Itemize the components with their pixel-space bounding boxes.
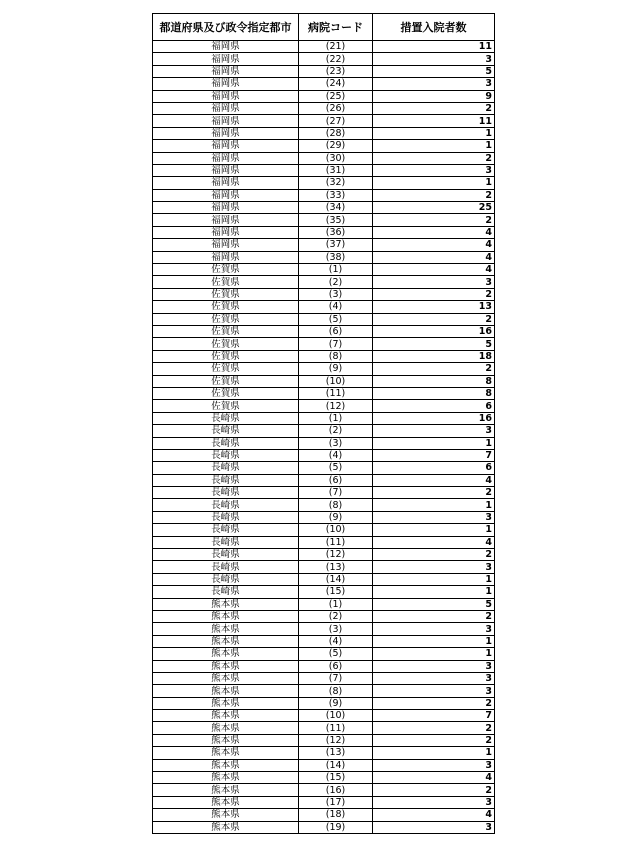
prefecture-cell: 熊本県 (153, 697, 299, 709)
hospital-code-cell: (13) (299, 747, 373, 759)
hospital-code-cell: (34) (299, 202, 373, 214)
prefecture-cell: 熊本県 (153, 734, 299, 746)
patient-count-cell: 2 (373, 214, 495, 226)
prefecture-cell: 佐賀県 (153, 288, 299, 300)
header-prefecture: 都道府県及び政令指定都市 (153, 14, 299, 41)
table-row (153, 164, 495, 176)
patient-count-cell: 6 (373, 462, 495, 474)
hospital-code-cell: (11) (299, 722, 373, 734)
hospital-code-cell: (6) (299, 325, 373, 337)
patient-count-cell: 5 (373, 65, 495, 77)
hospital-code-cell: (29) (299, 140, 373, 152)
prefecture-cell: 熊本県 (153, 623, 299, 635)
prefecture-cell: 福岡県 (153, 115, 299, 127)
table-row (153, 747, 495, 759)
prefecture-cell: 熊本県 (153, 796, 299, 808)
hospital-code-cell: (7) (299, 338, 373, 350)
hospital-code-cell: (28) (299, 127, 373, 139)
patient-count-cell: 3 (373, 759, 495, 771)
table-row (153, 425, 495, 437)
hospital-code-cell: (15) (299, 772, 373, 784)
prefecture-cell: 熊本県 (153, 648, 299, 660)
hospital-code-cell: (12) (299, 400, 373, 412)
hospital-code-cell: (1) (299, 264, 373, 276)
table-row (153, 65, 495, 77)
prefecture-cell: 長崎県 (153, 412, 299, 424)
table-header (153, 14, 495, 41)
prefecture-cell: 長崎県 (153, 549, 299, 561)
table-row (153, 524, 495, 536)
prefecture-cell: 長崎県 (153, 586, 299, 598)
hospital-code-cell: (3) (299, 437, 373, 449)
hospital-code-cell: (21) (299, 41, 373, 53)
table-row (153, 449, 495, 461)
patient-count-cell: 6 (373, 400, 495, 412)
table-row (153, 375, 495, 387)
patient-count-cell: 2 (373, 189, 495, 201)
table-row (153, 412, 495, 424)
hospital-code-cell: (1) (299, 412, 373, 424)
patient-count-cell: 2 (373, 313, 495, 325)
patient-count-cell: 4 (373, 772, 495, 784)
hospital-code-cell: (30) (299, 152, 373, 164)
hospital-code-cell: (8) (299, 350, 373, 362)
prefecture-cell: 熊本県 (153, 759, 299, 771)
patient-count-cell: 2 (373, 102, 495, 114)
header-row (153, 14, 495, 41)
prefecture-cell: 熊本県 (153, 710, 299, 722)
hospital-code-cell: (10) (299, 710, 373, 722)
table-row (153, 102, 495, 114)
prefecture-cell: 佐賀県 (153, 350, 299, 362)
table-row (153, 350, 495, 362)
patient-count-cell: 8 (373, 375, 495, 387)
hospital-code-cell: (14) (299, 759, 373, 771)
patient-count-cell: 2 (373, 697, 495, 709)
table-row (153, 796, 495, 808)
prefecture-cell: 長崎県 (153, 499, 299, 511)
prefecture-cell: 佐賀県 (153, 400, 299, 412)
patient-count-cell: 4 (373, 251, 495, 263)
hospital-code-cell: (18) (299, 809, 373, 821)
table-body (153, 41, 495, 834)
table-row (153, 437, 495, 449)
patient-count-cell: 4 (373, 226, 495, 238)
patient-count-cell: 3 (373, 561, 495, 573)
prefecture-cell: 熊本県 (153, 809, 299, 821)
prefecture-cell: 福岡県 (153, 140, 299, 152)
table-row (153, 462, 495, 474)
patient-count-cell: 7 (373, 449, 495, 461)
patient-count-cell: 11 (373, 41, 495, 53)
patient-count-cell: 1 (373, 648, 495, 660)
hospital-code-cell: (9) (299, 511, 373, 523)
patient-count-cell: 1 (373, 177, 495, 189)
prefecture-cell: 福岡県 (153, 65, 299, 77)
hospital-code-cell: (12) (299, 549, 373, 561)
hospital-code-cell: (35) (299, 214, 373, 226)
table-row (153, 697, 495, 709)
table-row (153, 598, 495, 610)
prefecture-cell: 長崎県 (153, 449, 299, 461)
prefecture-cell: 長崎県 (153, 462, 299, 474)
table-row (153, 821, 495, 833)
table-row (153, 363, 495, 375)
hospital-code-cell: (8) (299, 499, 373, 511)
table-row (153, 276, 495, 288)
prefecture-cell: 福岡県 (153, 90, 299, 102)
table-row (153, 400, 495, 412)
prefecture-cell: 福岡県 (153, 226, 299, 238)
patient-count-cell: 1 (373, 573, 495, 585)
patient-count-cell: 3 (373, 672, 495, 684)
prefecture-cell: 熊本県 (153, 635, 299, 647)
prefecture-cell: 福岡県 (153, 214, 299, 226)
hospital-code-cell: (5) (299, 648, 373, 660)
patient-count-cell: 1 (373, 524, 495, 536)
hospital-code-cell: (27) (299, 115, 373, 127)
prefecture-cell: 佐賀県 (153, 264, 299, 276)
prefecture-cell: 佐賀県 (153, 375, 299, 387)
hospital-code-cell: (6) (299, 660, 373, 672)
hospital-code-cell: (17) (299, 796, 373, 808)
table-row (153, 759, 495, 771)
prefecture-cell: 福岡県 (153, 102, 299, 114)
hospital-code-cell: (16) (299, 784, 373, 796)
prefecture-cell: 福岡県 (153, 41, 299, 53)
hospital-code-cell: (2) (299, 425, 373, 437)
patient-count-cell: 11 (373, 115, 495, 127)
patient-count-cell: 4 (373, 264, 495, 276)
patient-count-cell: 3 (373, 53, 495, 65)
table-row (153, 301, 495, 313)
hospital-code-cell: (23) (299, 65, 373, 77)
hospital-code-cell: (24) (299, 78, 373, 90)
patient-count-cell: 4 (373, 809, 495, 821)
table-row (153, 214, 495, 226)
table-row (153, 784, 495, 796)
prefecture-cell: 長崎県 (153, 511, 299, 523)
patient-count-cell: 13 (373, 301, 495, 313)
table-row (153, 549, 495, 561)
prefecture-cell: 福岡県 (153, 177, 299, 189)
prefecture-cell: 熊本県 (153, 598, 299, 610)
prefecture-cell: 熊本県 (153, 821, 299, 833)
prefecture-cell: 長崎県 (153, 573, 299, 585)
hospital-code-cell: (38) (299, 251, 373, 263)
prefecture-cell: 長崎県 (153, 536, 299, 548)
prefecture-cell: 佐賀県 (153, 363, 299, 375)
prefecture-cell: 熊本県 (153, 610, 299, 622)
hospital-code-cell: (7) (299, 487, 373, 499)
table-row (153, 251, 495, 263)
table-row (153, 573, 495, 585)
patient-count-cell: 1 (373, 747, 495, 759)
table-row (153, 338, 495, 350)
hospital-code-cell: (3) (299, 288, 373, 300)
hospital-code-cell: (3) (299, 623, 373, 635)
table-row (153, 536, 495, 548)
patient-count-cell: 2 (373, 152, 495, 164)
table-row (153, 41, 495, 53)
hospital-code-cell: (10) (299, 524, 373, 536)
prefecture-cell: 長崎県 (153, 561, 299, 573)
prefecture-cell: 熊本県 (153, 660, 299, 672)
hospital-code-cell: (1) (299, 598, 373, 610)
table-row (153, 487, 495, 499)
patient-count-cell: 2 (373, 722, 495, 734)
hospital-code-cell: (31) (299, 164, 373, 176)
hospital-code-cell: (19) (299, 821, 373, 833)
table-row (153, 809, 495, 821)
patient-count-cell: 2 (373, 784, 495, 796)
table-row (153, 313, 495, 325)
patient-count-cell: 1 (373, 499, 495, 511)
table-row (153, 685, 495, 697)
patient-count-cell: 4 (373, 474, 495, 486)
hospital-code-cell: (4) (299, 635, 373, 647)
header-patient-count: 措置入院者数 (373, 14, 495, 41)
patient-count-cell: 7 (373, 710, 495, 722)
table-row (153, 239, 495, 251)
table-row (153, 78, 495, 90)
patient-count-cell: 9 (373, 90, 495, 102)
prefecture-cell: 熊本県 (153, 672, 299, 684)
table-row (153, 325, 495, 337)
hospital-code-cell: (11) (299, 536, 373, 548)
hospital-code-cell: (33) (299, 189, 373, 201)
hospital-code-cell: (9) (299, 697, 373, 709)
patient-count-cell: 4 (373, 536, 495, 548)
table-row (153, 635, 495, 647)
patient-count-cell: 18 (373, 350, 495, 362)
hospital-code-cell: (7) (299, 672, 373, 684)
table-row (153, 226, 495, 238)
prefecture-cell: 佐賀県 (153, 338, 299, 350)
hospital-code-cell: (13) (299, 561, 373, 573)
patient-count-cell: 2 (373, 288, 495, 300)
prefecture-cell: 長崎県 (153, 474, 299, 486)
table-row (153, 53, 495, 65)
table-row (153, 610, 495, 622)
prefecture-cell: 熊本県 (153, 772, 299, 784)
hospital-code-cell: (2) (299, 610, 373, 622)
table-row (153, 90, 495, 102)
table-row (153, 511, 495, 523)
hospital-code-cell: (37) (299, 239, 373, 251)
patient-count-cell: 3 (373, 796, 495, 808)
patient-count-cell: 1 (373, 127, 495, 139)
prefecture-cell: 福岡県 (153, 189, 299, 201)
patient-count-cell: 3 (373, 425, 495, 437)
prefecture-cell: 佐賀県 (153, 387, 299, 399)
table-row (153, 127, 495, 139)
header-hospital-code: 病院コード (299, 14, 373, 41)
hospital-code-cell: (26) (299, 102, 373, 114)
patient-count-cell: 5 (373, 598, 495, 610)
table-row (153, 499, 495, 511)
prefecture-cell: 佐賀県 (153, 276, 299, 288)
hospital-code-cell: (8) (299, 685, 373, 697)
table-row (153, 202, 495, 214)
patient-count-cell: 2 (373, 487, 495, 499)
patient-count-cell: 3 (373, 623, 495, 635)
patient-count-cell: 3 (373, 821, 495, 833)
table-row (153, 288, 495, 300)
patient-count-cell: 2 (373, 549, 495, 561)
patient-count-cell: 3 (373, 276, 495, 288)
patient-count-cell: 8 (373, 387, 495, 399)
table-row (153, 672, 495, 684)
hospital-code-cell: (14) (299, 573, 373, 585)
patient-count-cell: 25 (373, 202, 495, 214)
hospital-code-cell: (32) (299, 177, 373, 189)
prefecture-cell: 長崎県 (153, 524, 299, 536)
table-row (153, 660, 495, 672)
hospital-code-cell: (4) (299, 301, 373, 313)
patient-count-cell: 3 (373, 660, 495, 672)
patient-count-cell: 2 (373, 363, 495, 375)
table-row (153, 387, 495, 399)
table-row (153, 189, 495, 201)
patient-count-cell: 16 (373, 412, 495, 424)
table-container (152, 13, 494, 834)
prefecture-cell: 熊本県 (153, 747, 299, 759)
prefecture-cell: 佐賀県 (153, 325, 299, 337)
prefecture-cell: 福岡県 (153, 127, 299, 139)
patient-count-cell: 2 (373, 610, 495, 622)
patient-count-cell: 3 (373, 511, 495, 523)
table-row (153, 140, 495, 152)
hospital-code-cell: (5) (299, 313, 373, 325)
prefecture-cell: 福岡県 (153, 152, 299, 164)
patient-count-cell: 1 (373, 635, 495, 647)
hospital-code-cell: (12) (299, 734, 373, 746)
table-row (153, 623, 495, 635)
patient-count-cell: 1 (373, 586, 495, 598)
prefecture-cell: 佐賀県 (153, 313, 299, 325)
table-row (153, 648, 495, 660)
table-row (153, 772, 495, 784)
table-row (153, 264, 495, 276)
prefecture-cell: 佐賀県 (153, 301, 299, 313)
hospital-code-cell: (6) (299, 474, 373, 486)
hospital-code-cell: (36) (299, 226, 373, 238)
prefecture-cell: 福岡県 (153, 164, 299, 176)
prefecture-cell: 福岡県 (153, 202, 299, 214)
patient-count-cell: 5 (373, 338, 495, 350)
hospital-code-cell: (4) (299, 449, 373, 461)
hospital-code-cell: (9) (299, 363, 373, 375)
hospital-code-cell: (10) (299, 375, 373, 387)
hospital-code-cell: (15) (299, 586, 373, 598)
table-row (153, 561, 495, 573)
table-row (153, 722, 495, 734)
prefecture-cell: 長崎県 (153, 437, 299, 449)
prefecture-cell: 熊本県 (153, 685, 299, 697)
table-row (153, 177, 495, 189)
patient-count-cell: 3 (373, 685, 495, 697)
hospital-code-cell: (25) (299, 90, 373, 102)
table-row (153, 115, 495, 127)
table-row (153, 474, 495, 486)
prefecture-cell: 福岡県 (153, 251, 299, 263)
prefecture-cell: 熊本県 (153, 784, 299, 796)
patient-count-cell: 3 (373, 164, 495, 176)
prefecture-cell: 福岡県 (153, 239, 299, 251)
hospital-code-cell: (2) (299, 276, 373, 288)
prefecture-cell: 長崎県 (153, 425, 299, 437)
patient-count-cell: 1 (373, 437, 495, 449)
prefecture-cell: 長崎県 (153, 487, 299, 499)
prefecture-cell: 福岡県 (153, 53, 299, 65)
table-row (153, 586, 495, 598)
patient-count-cell: 2 (373, 734, 495, 746)
patient-count-cell: 1 (373, 140, 495, 152)
table-row (153, 734, 495, 746)
hospital-table (152, 13, 495, 834)
prefecture-cell: 熊本県 (153, 722, 299, 734)
hospital-code-cell: (5) (299, 462, 373, 474)
patient-count-cell: 16 (373, 325, 495, 337)
prefecture-cell: 福岡県 (153, 78, 299, 90)
patient-count-cell: 4 (373, 239, 495, 251)
hospital-code-cell: (11) (299, 387, 373, 399)
table-row (153, 710, 495, 722)
hospital-code-cell: (22) (299, 53, 373, 65)
patient-count-cell: 3 (373, 78, 495, 90)
table-row (153, 152, 495, 164)
